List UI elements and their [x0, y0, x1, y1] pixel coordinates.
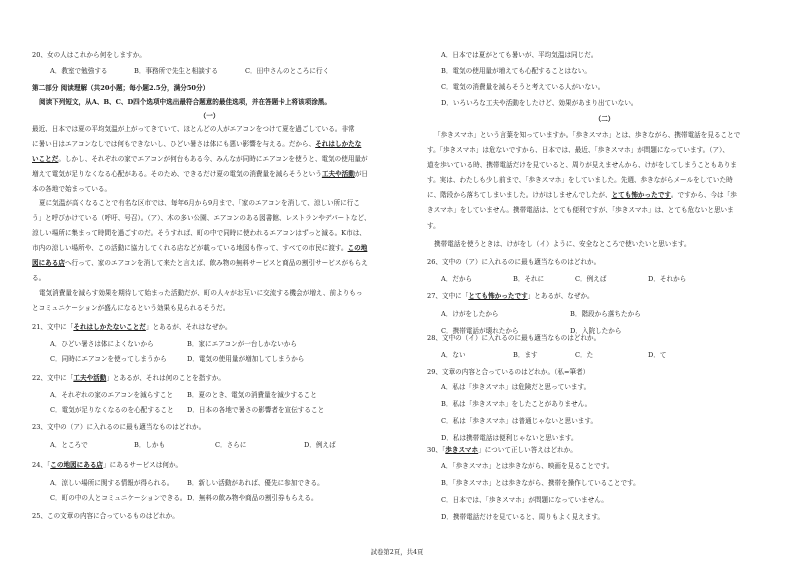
question-28-option: A．ない — [441, 351, 466, 359]
question-30-option: D．携帯電話だけを見ていると、周りもよく見えます。 — [441, 513, 605, 521]
question-29-option: B．私は「歩きスマホ」をしたことがありません。 — [441, 400, 592, 408]
passage-1-line-underlined: 工夫や活動 — [321, 170, 355, 178]
passage-2-line — [427, 161, 782, 170]
passage-2-line — [427, 222, 782, 231]
question-25-option: A．日本では夏がとても暑いが、平均気温は同じだ。 — [441, 51, 598, 59]
passage-2-line-text: す。「歩きスマホ」は危ないですから、日本では、最近、「歩きスマホ」が問題になっています。（ア）、 — [427, 146, 729, 154]
passage-1-line — [32, 155, 387, 164]
question-30-stem — [427, 446, 577, 455]
passage-1-line-text: 電気消費量を減らす効果を期待して始まった活動だが、町の人々がお互いに交流する機会が増え、前よりもっ — [39, 289, 363, 297]
question-29-option: D．私は携帯電話は便利じゃないと思います。 — [441, 434, 578, 442]
question-22-option: D．日本の各地で暑さの影響者を宣伝すること — [187, 406, 325, 414]
question-28-option: B．ます — [513, 351, 538, 359]
question-22-stem-underlined: 工夫や活動 — [73, 374, 107, 382]
passage-1-line-text: 市内の涼しい場所や、この活動に協力してくれる店などが載っている地図も作って、すべての市民に渡す。 — [32, 244, 348, 252]
passage-1-line — [32, 125, 387, 134]
question-26-option: D．それから — [648, 275, 687, 283]
question-24-stem — [32, 461, 182, 470]
question-24-option: A．涼しい場所に関する情報が得られる。 — [50, 479, 174, 487]
passage-1-line — [32, 229, 387, 238]
question-27-stem-underlined: とても怖かったです — [468, 292, 528, 300]
question-20-stem: 20、女の人はこれから何をしますか。 — [32, 51, 146, 59]
passage-1-line-text: に暑い日はエアコンなしでは何もできないし、ひどい暑さは体にも悪い影響を与える。だから、 — [32, 140, 316, 148]
question-30-stem-text: 30、「 — [427, 446, 446, 454]
passage-1-line-text-after: 。しかし、それぞれの家でエアコンが何台もある今、みんなが同時にエアコンを使うと、電気の使用量が — [58, 155, 368, 163]
passage-2-line-text-after: 。ですから、今は「歩 — [670, 191, 737, 199]
question-23-option: D．例えば — [304, 441, 336, 449]
passage-1-line-text: 増えて電気が足りなくなる心配がある。そのため、できるだけ夏の電気の消費量を減らそうという — [32, 170, 322, 178]
question-30-option: A．「歩きスマホ」とは歩きながら、映画を見ることです。 — [441, 462, 614, 470]
passage-1-line — [32, 170, 387, 179]
question-20-option: A．教室で勉強する — [50, 67, 108, 75]
passage-2-line-text: きスマホ」をしていません。携帯電話は、とても便利ですが、「歩きスマホ」は、とても危ないと思いま — [427, 206, 734, 214]
question-27-stem-text-after: 」とあるが、なぜか。 — [527, 292, 594, 300]
passage-1-line — [32, 140, 387, 149]
passage-1-line — [32, 244, 387, 253]
question-28-option: C．た — [575, 351, 594, 359]
passage-1-line-text: る。 — [32, 274, 46, 282]
passage-2-line — [427, 146, 782, 155]
question-23-option: C．さらに — [215, 441, 247, 449]
question-25-option: C．電気の消費量を減らそうと考えている人がいない。 — [441, 83, 605, 91]
passage-2-line — [427, 240, 789, 249]
question-21-stem-text-after: 」とあるが、それはなぜか。 — [145, 323, 232, 331]
question-26-option: C．例えば — [575, 275, 607, 283]
passage-1-line-underlined: それはしかたな — [315, 140, 362, 148]
question-27-option: C．携帯電話が壊れたから — [441, 327, 519, 335]
question-22-option: A．それぞれの家のエアコンを減らすこと — [50, 391, 174, 399]
passage-1-title: （一） — [199, 112, 220, 120]
question-24-stem-text: 24、「 — [32, 461, 51, 469]
passage-2-line — [427, 176, 782, 185]
question-20-option: B．事務所で先生と相談する — [134, 67, 218, 75]
question-28-option: D．て — [648, 351, 667, 359]
passage-2-line-text: す。実は、わたしも少し前まで、「歩きスマホ」をしていました。先週、歩きながらメールをしていた時 — [427, 176, 733, 184]
question-30-option: C．日本では、「歩きスマホ」が問題になっていません。 — [441, 496, 608, 504]
passage-2-line-text: 道を歩いている時、携帯電話だけを見ていると、周りが見えませんから、けがをしてしまうこともありま — [427, 161, 737, 169]
passage-1-line — [32, 185, 387, 194]
section-title: 第二部分 阅读理解（共20小题；每小题2.5分，满分50分） — [32, 84, 210, 92]
question-21-stem-text: 21、文中に「 — [32, 323, 74, 331]
section-instructions: 阅读下列短文，从A、B、C、D四个选项中选出最符合题意的最佳选项，并在答题卡上将该项涂黑。 — [39, 98, 331, 106]
question-21-option: A．ひどい暑さは体によくないから — [50, 340, 154, 348]
passage-1-line — [32, 289, 394, 298]
question-27-stem-text: 27、文中に「 — [427, 292, 469, 300]
question-27-option: B．階段から落ちたから — [570, 310, 641, 318]
question-27-stem — [427, 292, 594, 301]
question-25-stem: 25、この文章の内容に合っているものはどれか。 — [32, 512, 179, 520]
passage-2-line-text: 「歩きスマホ」という言葉を知っていますか。「歩きスマホ」とは、歩きながら、携帯電話を見ることで — [434, 131, 741, 139]
passage-2-line — [427, 131, 789, 140]
question-23-option: A．ところで — [50, 441, 88, 449]
question-24-option: D．無料の飲み物や商品の割引券もらえる。 — [187, 494, 318, 502]
question-22-stem — [32, 374, 225, 383]
passage-1-line-text-after: が日 — [354, 170, 369, 178]
question-30-option: B．「歩きスマホ」とは歩きながら、携帯を操作していることです。 — [441, 479, 640, 487]
question-30-stem-underlined: 歩きスマホ — [445, 446, 479, 454]
question-24-stem-underlined: この地図にある店 — [50, 461, 104, 469]
passage-1-line-text: 本の各地で始まっている。 — [32, 185, 112, 193]
passage-1-line-text-after: へ行って、家のエアコンを消して来たと言えば、飲み物の無料サービスと商品の割引サービスがもらえ — [64, 259, 368, 267]
question-21-stem — [32, 323, 232, 332]
passage-1-line — [32, 259, 387, 268]
question-24-option: B．新しい活動があれば、優先に参加できる。 — [187, 479, 324, 487]
question-24-stem-text-after: 」にあるサービスは何か。 — [103, 461, 183, 469]
question-21-option: C．同時にエアコンを使ってしまうから — [50, 355, 167, 363]
passage-1-line-underlined: いことだ — [32, 155, 59, 163]
passage-2-line-underlined: とても怖かったです — [611, 191, 671, 199]
passage-1-line — [32, 199, 394, 208]
question-25-option: D．いろいろな工夫や活動をしたけど、効果があまり出ていない。 — [441, 99, 638, 107]
passage-1-line — [32, 274, 387, 283]
page-footer: 試卷第2頁，共4頁 — [370, 548, 424, 556]
question-29-stem: 29、文章の内容と合っているのはどれか。（私=筆者） — [427, 368, 590, 376]
passage-1-line-text: 涼しい場所に集まって時間を過ごすのだ。そうすれば、町の中で同時に使われるエアコンはずっと減る。K市は、 — [32, 229, 366, 237]
question-26-option: A．だから — [441, 275, 473, 283]
question-23-stem: 23、文中の（ア）に入れるのに最も適当なものはどれか。 — [32, 423, 206, 431]
question-21-option: D．電気の使用量が増加してしまうから — [187, 355, 305, 363]
question-22-stem-text-after: 」とあるが、それは何のことを指すか。 — [106, 374, 226, 382]
passage-1-line-text: とコミュニケーションが盛んになるという効果も見られるそうだ。 — [32, 304, 230, 312]
question-21-option: B．家にエアコンが一台しかないから — [187, 340, 298, 348]
question-22-option: B．夏のとき、電気の消費量を減少すること — [187, 391, 317, 399]
question-30-stem-text-after: 」について正しい答えはどれか。 — [478, 446, 577, 454]
question-20-option: C．田中さんのところに行く — [245, 67, 330, 75]
question-24-option: C．町の中の人とコミュニケーションできる。 — [50, 494, 187, 502]
passage-1-line-text: う」と呼びかけている（呼吁、号召）。（ア）、木の多い公園、エアコンのある図書館、レストランやデパートなど、 — [32, 214, 371, 222]
question-29-option: A．私は「歩きスマホ」は危険だと思っています。 — [441, 383, 591, 391]
question-28-stem: 28、文中の（イ）に入れるのに最も適当なものはどれか。 — [427, 334, 601, 342]
passage-2-line — [427, 191, 782, 200]
passage-1-line-text: 夏に気温が高くなることで有名な区市では、毎年6月から9月まで、「家のエアコンを消して、涼しい所に行こ — [39, 199, 360, 207]
question-21-stem-underlined: それはしかたないことだ — [73, 323, 146, 331]
question-22-stem-text: 22、文中に「 — [32, 374, 74, 382]
question-29-option: C．私は「歩きスマホ」は普通じゃないと思います。 — [441, 417, 598, 425]
question-25-option: B．電気の使用量が増えても心配することはない。 — [441, 67, 591, 75]
question-26-option: B．それに — [513, 275, 545, 283]
question-26-stem: 26、文中の（ア）に入れるのに最も適当なものはどれか。 — [427, 258, 601, 266]
question-27-option: D．入院したから — [570, 327, 622, 335]
passage-2-line — [427, 206, 782, 215]
passage-1-line — [32, 304, 387, 313]
question-22-option: C．電気が足りなくなるのを心配すること — [50, 406, 174, 414]
passage-1-line-underlined: 図にある店 — [32, 259, 65, 267]
passage-1-line-text: 最近、日本では夏の平均気温が上がってきていて、ほとんどの人がエアコンをつけて夏を過ごしている。非常 — [32, 125, 355, 133]
passage-2-line-text: す。 — [427, 222, 440, 230]
passage-2-title: （二） — [594, 115, 615, 123]
passage-2-line-text: 携帯電話を使うときは、けがをし（イ）ように、安全なところで使いたいと思います。 — [434, 240, 691, 248]
question-23-option: B．しかも — [134, 441, 166, 449]
passage-1-line — [32, 214, 387, 223]
passage-2-line-text: に、階段から落ちてしまいました。けがはしませんでしたが、 — [427, 191, 612, 199]
question-27-option: A．けがをしたから — [441, 310, 499, 318]
passage-1-line-underlined: この地 — [347, 244, 368, 252]
